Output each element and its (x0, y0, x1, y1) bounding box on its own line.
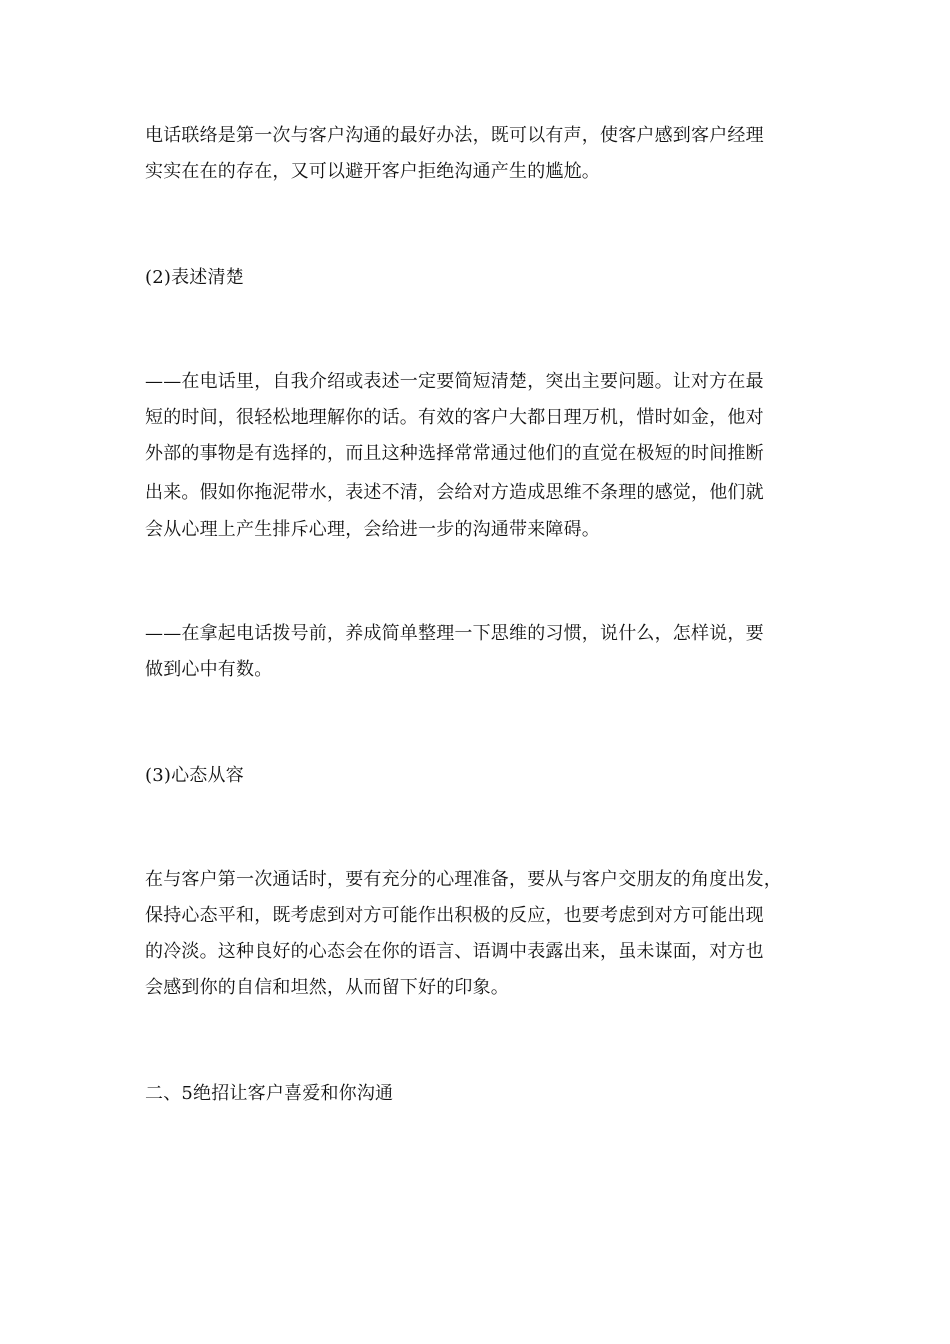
paragraph-4-line-4: 会感到你的自信和坦然，从而留下好的印象。 (145, 977, 509, 998)
paragraph-3-line-2: 做到心中有数。 (145, 659, 273, 680)
section-heading-3: (3)心态从容 (145, 765, 244, 786)
paragraph-2-line-1: ——在电话里，自我介绍或表述一定要简短清楚，突出主要问题。让对方在最 (145, 371, 764, 392)
section-heading-2: (2)表述清楚 (145, 267, 244, 288)
paragraph-1-line-2: 实实在在的存在，又可以避开客户拒绝沟通产生的尴尬。 (145, 161, 600, 182)
paragraph-1-line-1: 电话联络是第一次与客户沟通的最好办法，既可以有声，使客户感到客户经理 (145, 125, 764, 146)
paragraph-3-line-1: ——在拿起电话拨号前，养成简单整理一下思维的习惯，说什么，怎样说，要 (145, 623, 764, 644)
paragraph-4-line-3: 的冷淡。这种良好的心态会在你的语言、语调中表露出来，虽未谋面，对方也 (145, 941, 764, 962)
paragraph-4-line-2: 保持心态平和，既考虑到对方可能作出积极的反应，也要考虑到对方可能出现 (145, 905, 764, 926)
paragraph-2-line-4: 出来。假如你拖泥带水，表述不清，会给对方造成思维不条理的感觉，他们就 (145, 482, 764, 503)
paragraph-4-line-1: 在与客户第一次通话时，要有充分的心理准备，要从与客户交朋友的角度出发， (145, 869, 782, 890)
paragraph-2-line-3: 外部的事物是有选择的，而且这种选择常常通过他们的直觉在极短的时间推断 (145, 443, 764, 464)
paragraph-2-line-2: 短的时间，很轻松地理解你的话。有效的客户大都日理万机，惜时如金，他对 (145, 407, 764, 428)
section-heading-main: 二、5绝招让客户喜爱和你沟通 (145, 1083, 394, 1104)
paragraph-2-line-5: 会从心理上产生排斥心理，会给进一步的沟通带来障碍。 (145, 519, 600, 540)
